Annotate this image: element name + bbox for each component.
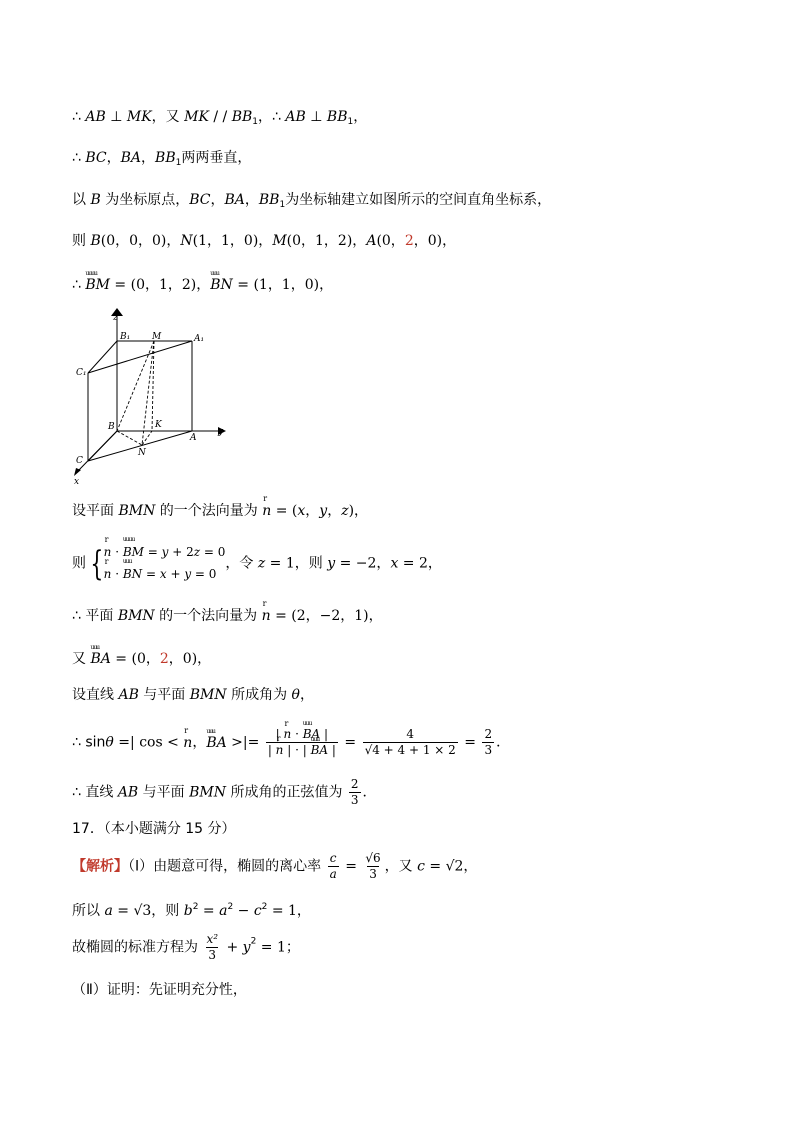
fraction-c-a: $\frac{c}{a}$ [329,851,337,881]
label-A: A [190,433,197,443]
text-line-1: ∴ AB ⊥ MK，又 MK / / $BB_1$，∴ AB ⊥ $BB_1$， [72,109,368,127]
fraction-result: $\frac{2}{3}$ [484,727,493,757]
fraction-answer: $\frac{2}{3}$ [350,777,359,807]
text-line-2: ∴ BC，BA，$BB_1$两两垂直， [72,150,252,168]
label-N: N [138,448,146,458]
label-M: M [152,332,162,342]
text-line-5: ∴ uuuu BM = (0，1，2)，uuu BN = (1，1，0)， [72,278,333,292]
text-line-3: 以 B 为坐标原点，BC，BA，$BB_1$为坐标轴建立如图所示的空间直角坐标系， [72,192,552,210]
text-line-11: ∴ sinθ =| cos < r n，uuu BA >|= $\frac{\text{| r n · uuu BA |}}{\text{| r n | · | uuu BA |}}$ = $\frac{4}{√4 + 4 + 1 \times 2}$ = $\frac{2}{3}$ ． [72,728,510,757]
text-line-16: 故椭圆的标准方程为 $\frac{\text{x²}}{3}$ + $y^2 = 1$； [72,932,300,962]
label-x: x [74,477,80,487]
label-C1: C₁ [76,368,87,378]
equation-system: r n · uuuu BM = y + 2z = 0 r n · uuu BN = x + y = 0 [104,542,226,585]
label-B: B [108,422,115,432]
text-line-8: ∴ 平面 BMN 的一个法向量为 r n = (2，−2，1)， [72,609,383,623]
label-z: z [113,313,118,323]
label-K: K [155,420,162,430]
problem-17-heading: 17．（本小题满分 15 分） [72,821,236,837]
label-B1: B₁ [120,332,131,342]
text-line-17: （Ⅱ）证明：先证明充分性， [72,982,247,998]
fraction-sqrt6-3: $\frac{√6}{3}$ [365,851,381,881]
text-line-6: 设平面 BMN 的一个法向量为 r n = (x，y，z)， [72,504,368,518]
fraction-value: $\frac{4}{√4 + 4 + 1 \times 2}$ [364,727,456,757]
text-line-15: 所以 a = √3，则 $b^2 = a^2 - c^2 = 1$， [72,902,311,919]
label-C: C [76,456,83,466]
cuboid-figure [72,308,232,488]
fraction-cos: $\frac{\text{| r n · uuu BA |}}{\text{| r n | · | uuu BA |}}$ [266,728,338,757]
fraction-x2-3: $\frac{\text{x²}}{3}$ [206,932,219,962]
label-A1: A₁ [194,334,205,344]
label-y: y [218,427,224,437]
text-line-4: 则 B(0，0，0)，N(1，1，0)，M(0，1，2)，A(0，2，0)， [72,233,457,249]
text-line-9: 又 uuu BA = (0，2，0)， [72,652,211,666]
text-line-10: 设直线 AB 与平面 BMN 所成角为 θ， [72,687,314,703]
text-line-7: 则 { r n · uuuu BM = y + 2z = 0 r n · uuu BN = x + y = 0 ，令 z = 1，则 y = −2，x = 2， [72,542,442,585]
text-line-12: ∴ 直线 AB 与平面 BMN 所成角的正弦值为 $\frac{2}{3}$ ． [72,777,377,807]
text-line-14: 【解析】（Ⅰ）由题意可得，椭圆的离心率 $\frac{c}{a}$ = $\frac{√6}{3}$ ，又 c = √2， [72,851,478,881]
